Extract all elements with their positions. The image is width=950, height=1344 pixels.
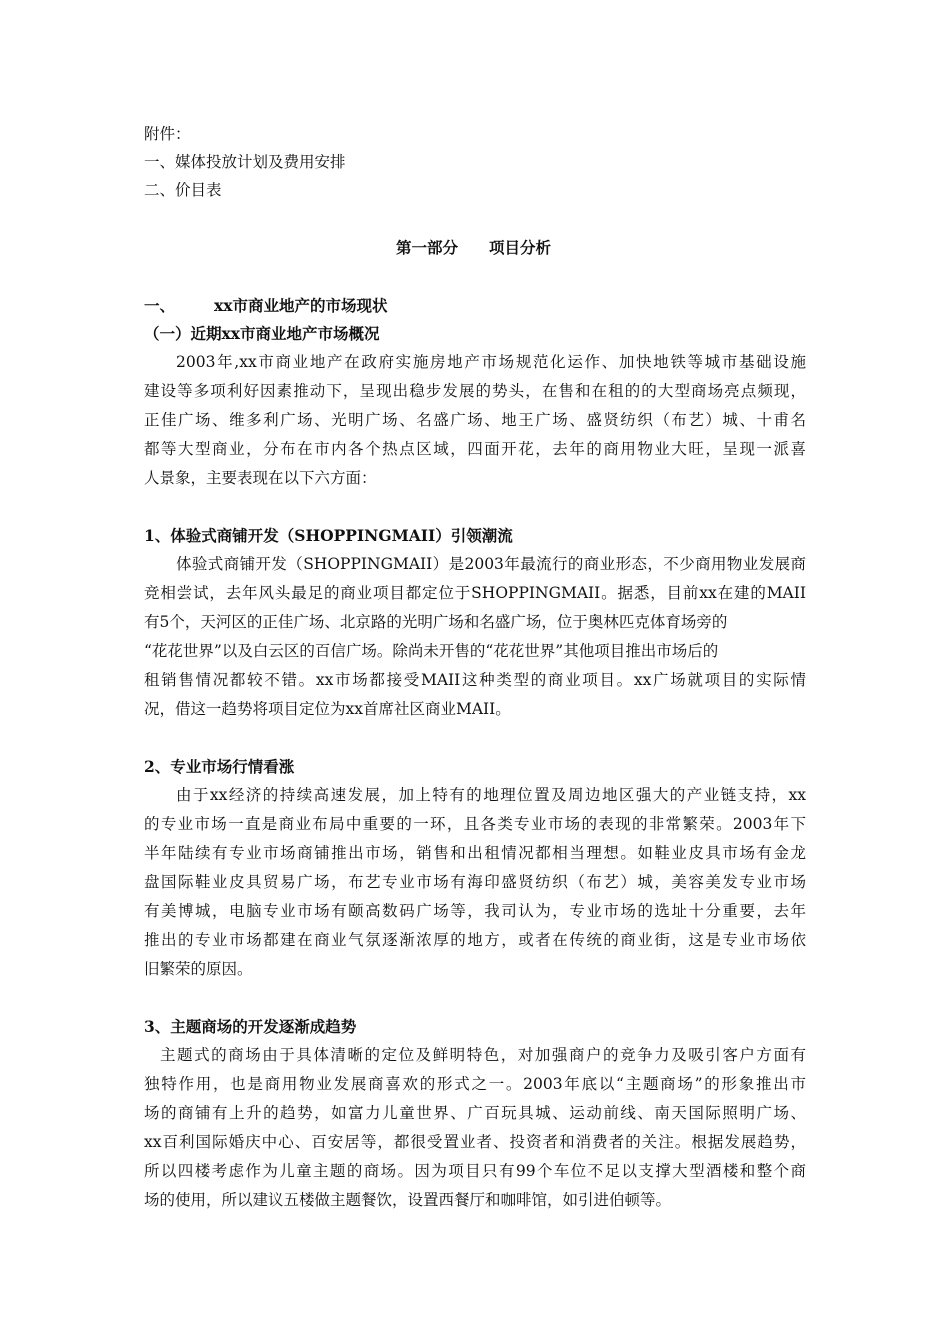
- paragraph-line: xx百利国际婚庆中心、百安居等，都很受置业者、投资者和消费者的关注。根据发展趋势，: [144, 1133, 806, 1151]
- paragraph-line: “花花世界”以及白云区的百信广场。除尚未开售的“花花世界”其他项目推出市场后的: [144, 642, 719, 660]
- part-name: 项目分析: [489, 238, 552, 257]
- section-number: 一、: [144, 296, 176, 315]
- paragraph-line: 旧繁荣的原因。: [144, 960, 253, 978]
- paragraph-line: 由于xx经济的持续高速发展，加上特有的地理位置及周边地区强大的产业链支持，xx: [176, 786, 806, 804]
- paragraph-line: 主题式的商场由于具体清晰的定位及鲜明特色，对加强商户的竞争力及吸引客户方面有: [160, 1046, 806, 1064]
- paragraph-line: 半年陆续有专业市场商铺推出市场，销售和出租情况都相当理想。如鞋业皮具市场有金龙: [144, 844, 806, 862]
- paragraph-line: 况，借这一趋势将项目定位为xx首席社区商业MAII。: [144, 700, 511, 718]
- paragraph-line: 的专业市场一直是商业布局中重要的一环，且各类专业市场的表现的非常繁荣。2003年下: [144, 815, 806, 833]
- paragraph-line: 盘国际鞋业皮具贸易广场，布艺专业市场有海印盛贤纺织（布艺）城，美容美发专业市场: [144, 873, 806, 891]
- paragraph-line: 人景象，主要表现在以下六方面：: [144, 469, 377, 487]
- attachment-item: 一、媒体投放计划及费用安排: [144, 153, 346, 171]
- paragraph-line: 2003年,xx市商业地产在政府实施房地产市场规范化运作、加快地铁等城市基础设施: [176, 353, 806, 371]
- paragraph-line: 场的商铺有上升的趋势，如富力儿童世界、广百玩具城、运动前线、南天国际照明广场、: [144, 1104, 806, 1122]
- paragraph-line: 独特作用，也是商用物业发展商喜欢的形式之一。2003年底以“主题商场”的形象推出市: [144, 1075, 806, 1093]
- paragraph-line: 都等大型商业，分布在市内各个热点区域，四面开花，去年的商用物业大旺，呈现一派喜: [144, 440, 806, 458]
- part-number: 第一部分: [396, 238, 459, 257]
- paragraph-line: 竞相尝试，去年风头最足的商业项目都定位于SHOPPINGMAII。据悉，目前xx在建的MAII: [144, 584, 806, 602]
- paragraph-line: 场的使用，所以建议五楼做主题餐饮，设置西餐厅和咖啡馆，如引进伯顿等。: [144, 1191, 672, 1209]
- paragraph-line: 推出的专业市场都建在商业气氛逐渐浓厚的地方，或者在传统的商业街，这是专业市场依: [144, 931, 806, 949]
- point-title: 2、专业市场行情看涨: [144, 757, 295, 776]
- paragraph-line: 有5个，天河区的正佳广场、北京路的光明广场和名盛广场，位于奥林匹克体育场旁的: [144, 613, 728, 631]
- paragraph-line: 正佳广场、维多利广场、光明广场、名盛广场、地王广场、盛贤纺织（布艺）城、十甫名: [144, 411, 806, 429]
- paragraph-line: 所以四楼考虑作为儿童主题的商场。因为项目只有99个车位不足以支撑大型酒楼和整个商: [144, 1162, 806, 1180]
- point-title: 1、体验式商铺开发（SHOPPINGMAII）引领潮流: [144, 526, 513, 545]
- subsection-title: （一）近期xx市商业地产市场概况: [144, 324, 380, 343]
- paragraph-line: 有美博城，电脑专业市场有颐高数码广场等，我司认为，专业市场的选址十分重要，去年: [144, 902, 806, 920]
- attachments-label: 附件：: [144, 125, 191, 143]
- paragraph-line: 体验式商铺开发（SHOPPINGMAII）是2003年最流行的商业形态，不少商用物业发展商: [176, 555, 806, 573]
- attachment-item: 二、价目表: [144, 181, 222, 199]
- section-title: xx市商业地产的市场现状: [214, 296, 388, 315]
- point-title: 3、主题商场的开发逐渐成趋势: [144, 1017, 357, 1036]
- paragraph-line: 建设等多项利好因素推动下，呈现出稳步发展的势头，在售和在租的的大型商场亮点频现，: [144, 382, 806, 400]
- paragraph-line: 租销售情况都较不错。xx市场都接受MAII这种类型的商业项目。xx广场就项目的实际情: [144, 671, 806, 689]
